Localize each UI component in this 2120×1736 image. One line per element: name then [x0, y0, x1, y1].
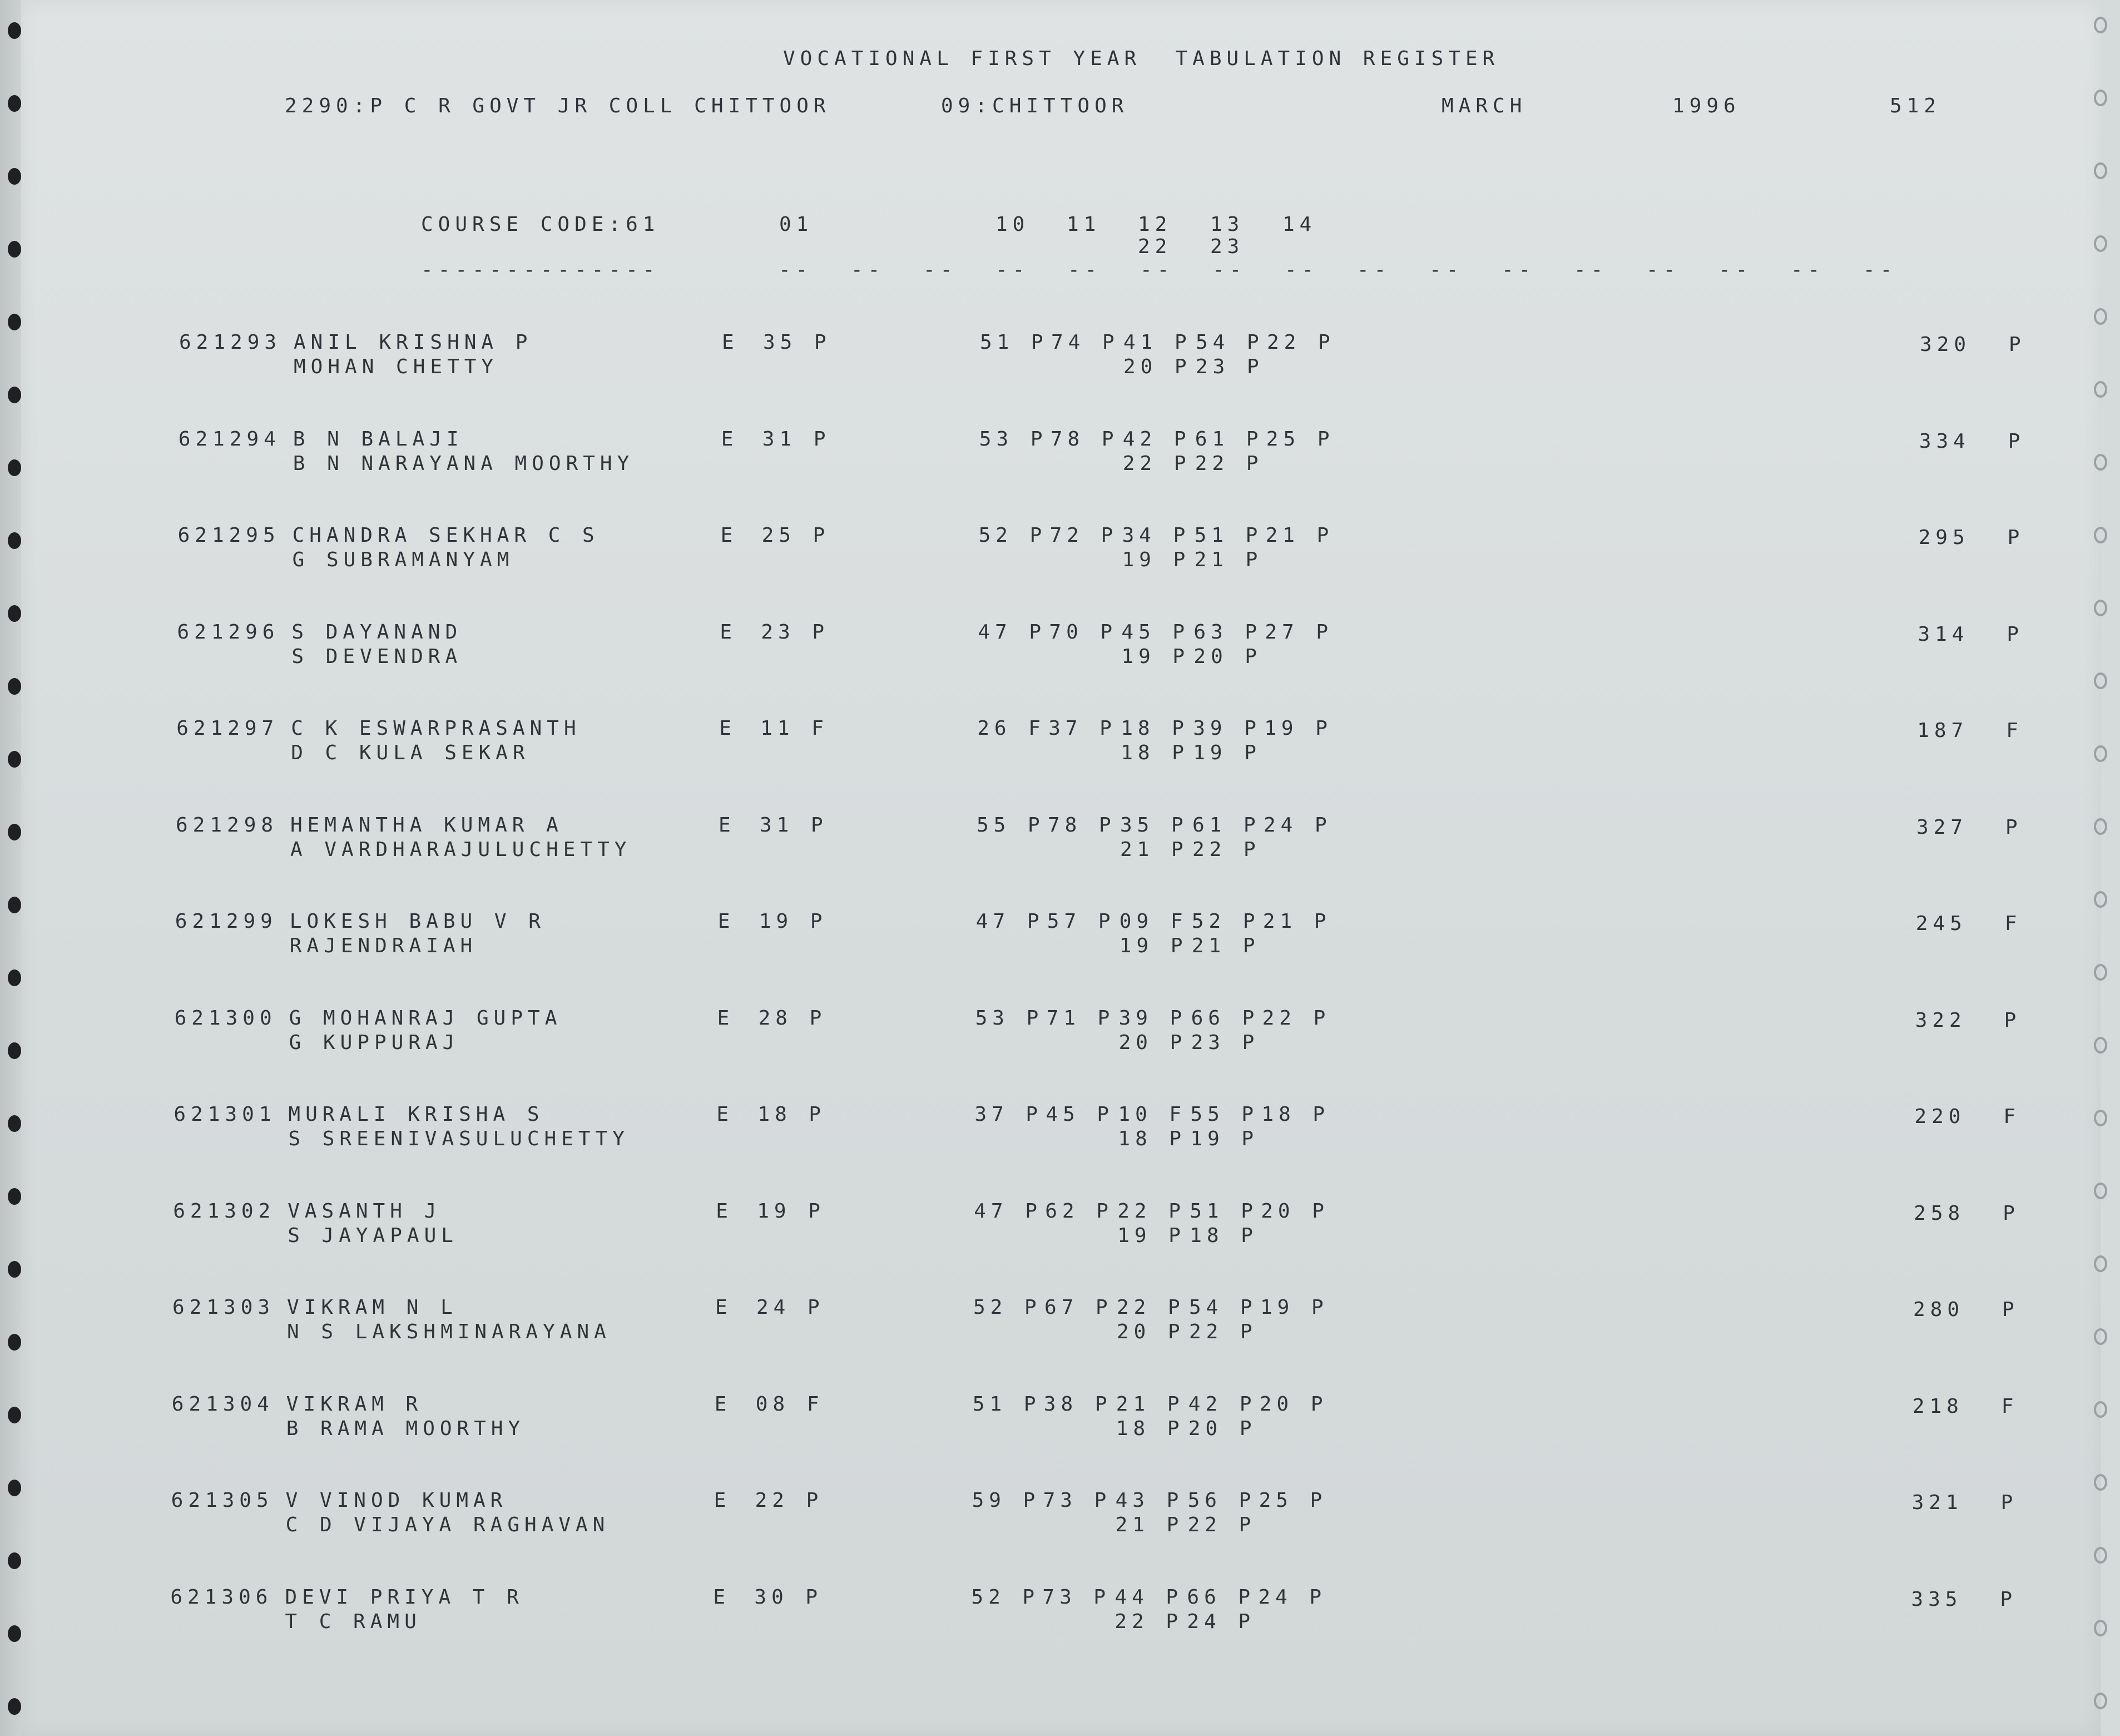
- mark-11: 45 P: [1046, 1103, 1115, 1126]
- total-marks: 220: [1914, 1105, 1966, 1128]
- mark-10: 53 P: [975, 1006, 1044, 1030]
- student-name: G MOHANRAJ GUPTA: [289, 1006, 562, 1030]
- mark-14: 27 P: [1265, 620, 1334, 644]
- column-dash: --: [1574, 259, 1608, 281]
- mark-10: 52 P: [973, 1296, 1042, 1319]
- mark-22: 19 P: [1117, 1224, 1186, 1247]
- parent-name: S SREENIVASULUCHETTY: [288, 1127, 630, 1150]
- mark-14: 21 P: [1262, 910, 1331, 933]
- col-header-11: 11: [1067, 213, 1101, 236]
- column-dash: --: [1140, 259, 1175, 281]
- binder-ring: [2094, 1255, 2107, 1272]
- binder-ring: [2094, 1547, 2107, 1564]
- mark-22: 19 P: [1121, 645, 1190, 668]
- binder-hole: [8, 1334, 21, 1351]
- mark-23: 22 P: [1195, 452, 1264, 475]
- final-result: P: [2008, 429, 2025, 453]
- binder-hole: [8, 751, 21, 768]
- total-marks: 321: [1911, 1491, 1963, 1514]
- mark-22: 21 P: [1120, 838, 1188, 861]
- mark-01: 11 F: [760, 717, 829, 740]
- roll-number: 621295: [177, 524, 280, 547]
- final-result: P: [2009, 333, 2026, 356]
- mark-12: 44 P: [1115, 1585, 1183, 1609]
- parent-name: B N NARAYANA MOORTHY: [293, 452, 635, 475]
- binder-hole: [8, 897, 21, 913]
- mark-14: 25 P: [1259, 1489, 1328, 1512]
- binder-ring: [2094, 964, 2107, 981]
- mark-12: 22 P: [1117, 1199, 1186, 1223]
- student-name: C K ESWARPRASANTH: [291, 717, 581, 740]
- mark-11: 57 P: [1047, 910, 1116, 933]
- language-code: E: [716, 1103, 734, 1126]
- mark-23: 22 P: [1187, 1514, 1256, 1536]
- student-name: VIKRAM N L: [287, 1296, 458, 1319]
- student-name: S DAYANAND: [291, 620, 463, 644]
- binder-ring: [2094, 17, 2107, 33]
- total-marks: 280: [1913, 1298, 1965, 1321]
- mark-22: 20 P: [1117, 1320, 1185, 1343]
- student-name: VIKRAM R: [286, 1392, 423, 1416]
- student-name: MURALI KRISHA S: [288, 1103, 544, 1126]
- mark-01: 31 P: [760, 813, 828, 837]
- total-marks: 327: [1916, 815, 1968, 839]
- binder-hole: [8, 605, 21, 622]
- binder-hole: [8, 95, 21, 112]
- mark-22: 18 P: [1118, 1127, 1187, 1150]
- roll-number: 621294: [178, 427, 281, 451]
- language-code: E: [714, 1392, 732, 1416]
- column-dash: --: [1357, 259, 1391, 281]
- mark-11: 70 P: [1049, 620, 1118, 644]
- roll-number: 621305: [171, 1489, 274, 1512]
- binder-hole: [8, 22, 21, 39]
- binder-ring: [2094, 1037, 2107, 1054]
- mark-23: 23 P: [1191, 1031, 1260, 1054]
- parent-name: S JAYAPAUL: [288, 1224, 458, 1247]
- page-number: 512: [1890, 95, 1941, 117]
- roll-number: 621302: [173, 1199, 276, 1223]
- final-result: P: [2005, 815, 2023, 839]
- total-marks: 335: [1911, 1587, 1963, 1611]
- column-dash: --: [779, 259, 813, 281]
- mark-13: 39 P: [1193, 717, 1261, 740]
- mark-12: 18 P: [1121, 717, 1189, 740]
- mark-13: 66 P: [1187, 1585, 1256, 1609]
- parent-name: T C RAMU: [285, 1610, 422, 1633]
- mark-01: 35 P: [763, 331, 831, 354]
- college-name: 2290:P C R GOVT JR COLL CHITTOOR: [285, 95, 831, 117]
- mark-23: 18 P: [1190, 1224, 1258, 1247]
- mark-13: 52 P: [1191, 910, 1260, 933]
- mark-11: 73 P: [1042, 1585, 1111, 1609]
- binder-hole: [8, 678, 21, 695]
- mark-10: 47 P: [978, 620, 1047, 644]
- column-dash: --: [1791, 259, 1825, 281]
- binder-ring: [2094, 1183, 2107, 1199]
- mark-12: 22 P: [1117, 1296, 1185, 1319]
- final-result: F: [2001, 1394, 2019, 1418]
- mark-10: 37 P: [974, 1103, 1043, 1126]
- binder-hole: [8, 1042, 21, 1059]
- roll-number: 621304: [171, 1392, 274, 1416]
- mark-23: 20 P: [1193, 645, 1262, 668]
- mark-10: 26 F: [977, 717, 1046, 740]
- binder-ring: [2094, 1328, 2107, 1345]
- mark-13: 54 P: [1196, 331, 1264, 354]
- mark-22: 20 P: [1123, 355, 1192, 378]
- mark-11: 78 P: [1050, 427, 1119, 451]
- mark-14: 24 P: [1258, 1585, 1327, 1609]
- exam-year: 1996: [1672, 95, 1741, 117]
- student-name: V VINOD KUMAR: [285, 1489, 508, 1512]
- mark-23: 19 P: [1193, 741, 1261, 764]
- mark-12: 39 P: [1118, 1006, 1187, 1030]
- student-name: B N BALAJI: [293, 427, 464, 451]
- language-code: E: [720, 620, 737, 644]
- final-result: P: [2007, 526, 2025, 549]
- mark-22: 19 P: [1119, 934, 1188, 957]
- mark-01: 22 P: [755, 1489, 824, 1512]
- student-name: CHANDRA SEKHAR C S: [292, 524, 600, 547]
- mark-10: 53 P: [979, 427, 1048, 451]
- total-marks: 314: [1918, 622, 1969, 646]
- mark-11: 73 P: [1043, 1489, 1112, 1512]
- roll-number: 621293: [179, 331, 282, 354]
- mark-13: 42 P: [1188, 1392, 1257, 1416]
- column-dash: --: [851, 259, 885, 281]
- total-marks: 245: [1915, 912, 1967, 935]
- binder-ring: [2094, 1474, 2107, 1491]
- binder-ring: [2094, 1620, 2107, 1636]
- column-dash: --: [995, 259, 1030, 281]
- mark-12: 42 P: [1122, 427, 1191, 451]
- binder-hole: [8, 1188, 21, 1205]
- language-code: E: [719, 813, 736, 837]
- mark-13: 66 P: [1191, 1006, 1260, 1030]
- language-code: E: [717, 910, 735, 933]
- mark-11: 78 P: [1048, 813, 1116, 837]
- register-title: VOCATIONAL FIRST YEAR TABULATION REGISTER: [783, 47, 1500, 70]
- mark-10: 55 P: [977, 813, 1045, 837]
- mark-23: 24 P: [1187, 1610, 1256, 1633]
- binder-hole: [8, 459, 21, 476]
- mark-14: 20 P: [1261, 1199, 1329, 1223]
- mark-10: 47 P: [974, 1199, 1042, 1223]
- mark-23: 22 P: [1192, 838, 1261, 861]
- col-header-10: 10: [995, 213, 1030, 236]
- exam-month: MARCH: [1442, 95, 1527, 117]
- language-code: E: [715, 1296, 732, 1319]
- binder-ring: [2094, 454, 2107, 471]
- column-dash: --: [1212, 259, 1247, 281]
- binder-ring: [2094, 1110, 2107, 1126]
- parent-name: S DEVENDRA: [291, 645, 463, 668]
- binder-ring: [2094, 308, 2107, 325]
- mark-13: 55 P: [1190, 1103, 1259, 1126]
- mark-12: 41 P: [1123, 331, 1192, 354]
- mark-11: 72 P: [1049, 524, 1118, 547]
- language-code: E: [717, 1006, 735, 1030]
- roll-number: 621306: [170, 1585, 273, 1609]
- binder-ring: [2094, 90, 2107, 106]
- parent-name: D C KULA SEKAR: [291, 741, 530, 764]
- student-name: VASANTH J: [288, 1199, 442, 1223]
- binder-ring: [2094, 1693, 2107, 1709]
- parent-name: B RAMA MOORTHY: [286, 1417, 526, 1440]
- mark-23: 19 P: [1190, 1127, 1259, 1150]
- mark-10: 47 P: [975, 910, 1044, 933]
- parent-name: RAJENDRAIAH: [289, 934, 478, 957]
- binder-ring: [2094, 527, 2107, 543]
- language-code: E: [713, 1585, 731, 1609]
- binder-ring: [2094, 600, 2107, 616]
- binder-hole: [8, 1115, 21, 1132]
- mark-14: 24 P: [1264, 813, 1332, 837]
- mark-13: 61 P: [1192, 813, 1261, 837]
- column-dash: --: [1718, 259, 1753, 281]
- total-marks: 322: [1915, 1008, 1967, 1032]
- col-header-01: 01: [779, 213, 814, 236]
- mark-10: 52 P: [971, 1585, 1040, 1609]
- mark-14: 22 P: [1262, 1006, 1331, 1030]
- mark-01: 28 P: [758, 1006, 827, 1030]
- final-result: F: [2006, 719, 2023, 742]
- language-code: E: [721, 427, 739, 451]
- binder-ring: [2094, 818, 2107, 835]
- language-code: E: [722, 331, 739, 354]
- mark-11: 37 P: [1048, 717, 1117, 740]
- mark-10: 51 P: [972, 1392, 1041, 1416]
- final-result: P: [2007, 622, 2024, 646]
- student-name: ANIL KRISHNA P: [294, 331, 533, 354]
- total-marks: 218: [1912, 1394, 1964, 1418]
- roll-number: 621303: [172, 1296, 275, 1319]
- column-dash: --: [1429, 259, 1464, 281]
- mark-23: 21 P: [1194, 548, 1263, 571]
- student-name: LOKESH BABU V R: [289, 910, 546, 933]
- col-header-23: 23: [1210, 235, 1245, 258]
- total-marks: 320: [1920, 333, 1972, 356]
- mark-14: 19 P: [1264, 717, 1333, 740]
- roll-number: 621297: [176, 717, 279, 740]
- mark-01: 30 P: [754, 1585, 823, 1609]
- binder-hole: [8, 1698, 21, 1715]
- language-code: E: [716, 1199, 733, 1223]
- mark-11: 38 P: [1043, 1392, 1112, 1416]
- final-result: P: [2003, 1201, 2020, 1225]
- parent-name: G KUPPURAJ: [289, 1031, 460, 1054]
- mark-01: 19 P: [759, 910, 828, 933]
- binder-hole: [8, 241, 21, 258]
- mark-22: 22 P: [1115, 1610, 1183, 1633]
- final-result: P: [2004, 1008, 2022, 1032]
- mark-01: 24 P: [756, 1296, 825, 1319]
- final-result: F: [2004, 912, 2022, 935]
- binder-hole: [8, 532, 21, 549]
- mark-23: 23 P: [1196, 355, 1264, 378]
- binder-ring: [2094, 745, 2107, 762]
- mark-01: 19 P: [757, 1199, 825, 1223]
- mark-12: 34 P: [1122, 524, 1191, 547]
- final-result: P: [2002, 1298, 2019, 1321]
- district: 09:CHITTOOR: [941, 95, 1129, 117]
- total-marks: 187: [1917, 719, 1969, 742]
- mark-14: 18 P: [1261, 1103, 1330, 1126]
- binder-ring: [2094, 381, 2107, 398]
- mark-10: 59 P: [972, 1489, 1041, 1512]
- binder-hole: [8, 1552, 21, 1569]
- mark-13: 51 P: [1190, 1199, 1258, 1223]
- tabulation-sheet: [21, 0, 2101, 1736]
- binder-hole: [8, 1407, 21, 1423]
- final-result: P: [2000, 1587, 2018, 1611]
- mark-23: 21 P: [1191, 934, 1260, 957]
- mark-12: 09 F: [1119, 910, 1188, 933]
- mark-13: 51 P: [1194, 524, 1263, 547]
- binder-hole: [8, 314, 21, 330]
- course-code-underline: --------------: [421, 259, 660, 281]
- binder-ring: [2094, 1401, 2107, 1418]
- mark-13: 56 P: [1187, 1489, 1256, 1512]
- mark-13: 54 P: [1189, 1296, 1257, 1319]
- mark-12: 10 F: [1118, 1103, 1187, 1126]
- mark-14: 25 P: [1266, 427, 1335, 451]
- roll-number: 621296: [177, 620, 280, 644]
- language-code: E: [719, 717, 736, 740]
- mark-14: 20 P: [1259, 1392, 1328, 1416]
- roll-number: 621299: [175, 910, 278, 933]
- mark-01: 08 F: [755, 1392, 824, 1416]
- parent-name: G SUBRAMANYAM: [292, 548, 514, 571]
- mark-11: 74 P: [1051, 331, 1120, 354]
- mark-22: 22 P: [1122, 452, 1191, 475]
- column-dash: --: [1068, 259, 1102, 281]
- mark-01: 31 P: [762, 427, 831, 451]
- mark-14: 19 P: [1260, 1296, 1329, 1319]
- column-dash: --: [923, 259, 958, 281]
- parent-name: A VARDHARAJULUCHETTY: [290, 838, 632, 861]
- col-header-12: 12: [1138, 213, 1172, 236]
- column-dash: --: [1646, 259, 1681, 281]
- student-name: HEMANTHA KUMAR A: [290, 813, 563, 837]
- col-header-22: 22: [1138, 235, 1172, 258]
- mark-11: 62 P: [1045, 1199, 1113, 1223]
- mark-13: 63 P: [1193, 620, 1262, 644]
- mark-10: 52 P: [978, 524, 1047, 547]
- roll-number: 621301: [174, 1103, 276, 1126]
- mark-12: 35 P: [1120, 813, 1188, 837]
- binder-hole: [8, 168, 21, 185]
- course-code: COURSE CODE:61: [421, 213, 660, 236]
- binder-hole: [8, 824, 21, 840]
- parent-name: MOHAN CHETTY: [294, 355, 499, 378]
- binder-hole: [8, 1480, 21, 1496]
- col-header-13: 13: [1210, 213, 1245, 236]
- binder-hole: [8, 970, 21, 986]
- mark-22: 18 P: [1121, 741, 1189, 764]
- binder-hole: [8, 387, 21, 403]
- mark-23: 22 P: [1189, 1320, 1257, 1343]
- mark-22: 19 P: [1122, 548, 1191, 571]
- final-result: F: [2003, 1105, 2021, 1128]
- mark-14: 21 P: [1265, 524, 1334, 547]
- mark-10: 51 P: [980, 331, 1048, 354]
- total-marks: 295: [1918, 526, 1970, 549]
- binder-hole: [8, 1625, 21, 1642]
- mark-01: 23 P: [761, 620, 830, 644]
- col-header-14: 14: [1282, 213, 1317, 236]
- column-dash: --: [1502, 259, 1536, 281]
- mark-23: 20 P: [1188, 1417, 1257, 1440]
- student-name: DEVI PRIYA T R: [285, 1585, 524, 1609]
- binder-ring: [2094, 235, 2107, 252]
- mark-01: 18 P: [757, 1103, 826, 1126]
- binder-ring: [2094, 672, 2107, 689]
- mark-01: 25 P: [761, 524, 830, 547]
- language-code: E: [714, 1489, 731, 1512]
- mark-12: 43 P: [1115, 1489, 1184, 1512]
- mark-22: 18 P: [1116, 1417, 1185, 1440]
- mark-12: 21 P: [1116, 1392, 1185, 1416]
- mark-13: 61 P: [1195, 427, 1264, 451]
- mark-14: 22 P: [1267, 331, 1335, 354]
- total-marks: 258: [1914, 1201, 1965, 1225]
- mark-22: 20 P: [1118, 1031, 1187, 1054]
- mark-22: 21 P: [1115, 1514, 1184, 1536]
- final-result: P: [2000, 1491, 2018, 1514]
- parent-name: N S LAKSHMINARAYANA: [287, 1320, 611, 1343]
- mark-11: 71 P: [1046, 1006, 1115, 1030]
- binder-hole: [8, 1261, 21, 1278]
- roll-number: 621300: [174, 1006, 277, 1030]
- language-code: E: [720, 524, 738, 547]
- mark-12: 45 P: [1121, 620, 1190, 644]
- binder-ring: [2094, 891, 2107, 908]
- total-marks: 334: [1919, 429, 1970, 453]
- parent-name: C D VIJAYA RAGHAVAN: [285, 1514, 610, 1536]
- column-dash: --: [1285, 259, 1319, 281]
- roll-number: 621298: [176, 813, 279, 837]
- mark-11: 67 P: [1044, 1296, 1113, 1319]
- binder-ring: [2094, 162, 2107, 179]
- column-dash: --: [1863, 259, 1898, 281]
